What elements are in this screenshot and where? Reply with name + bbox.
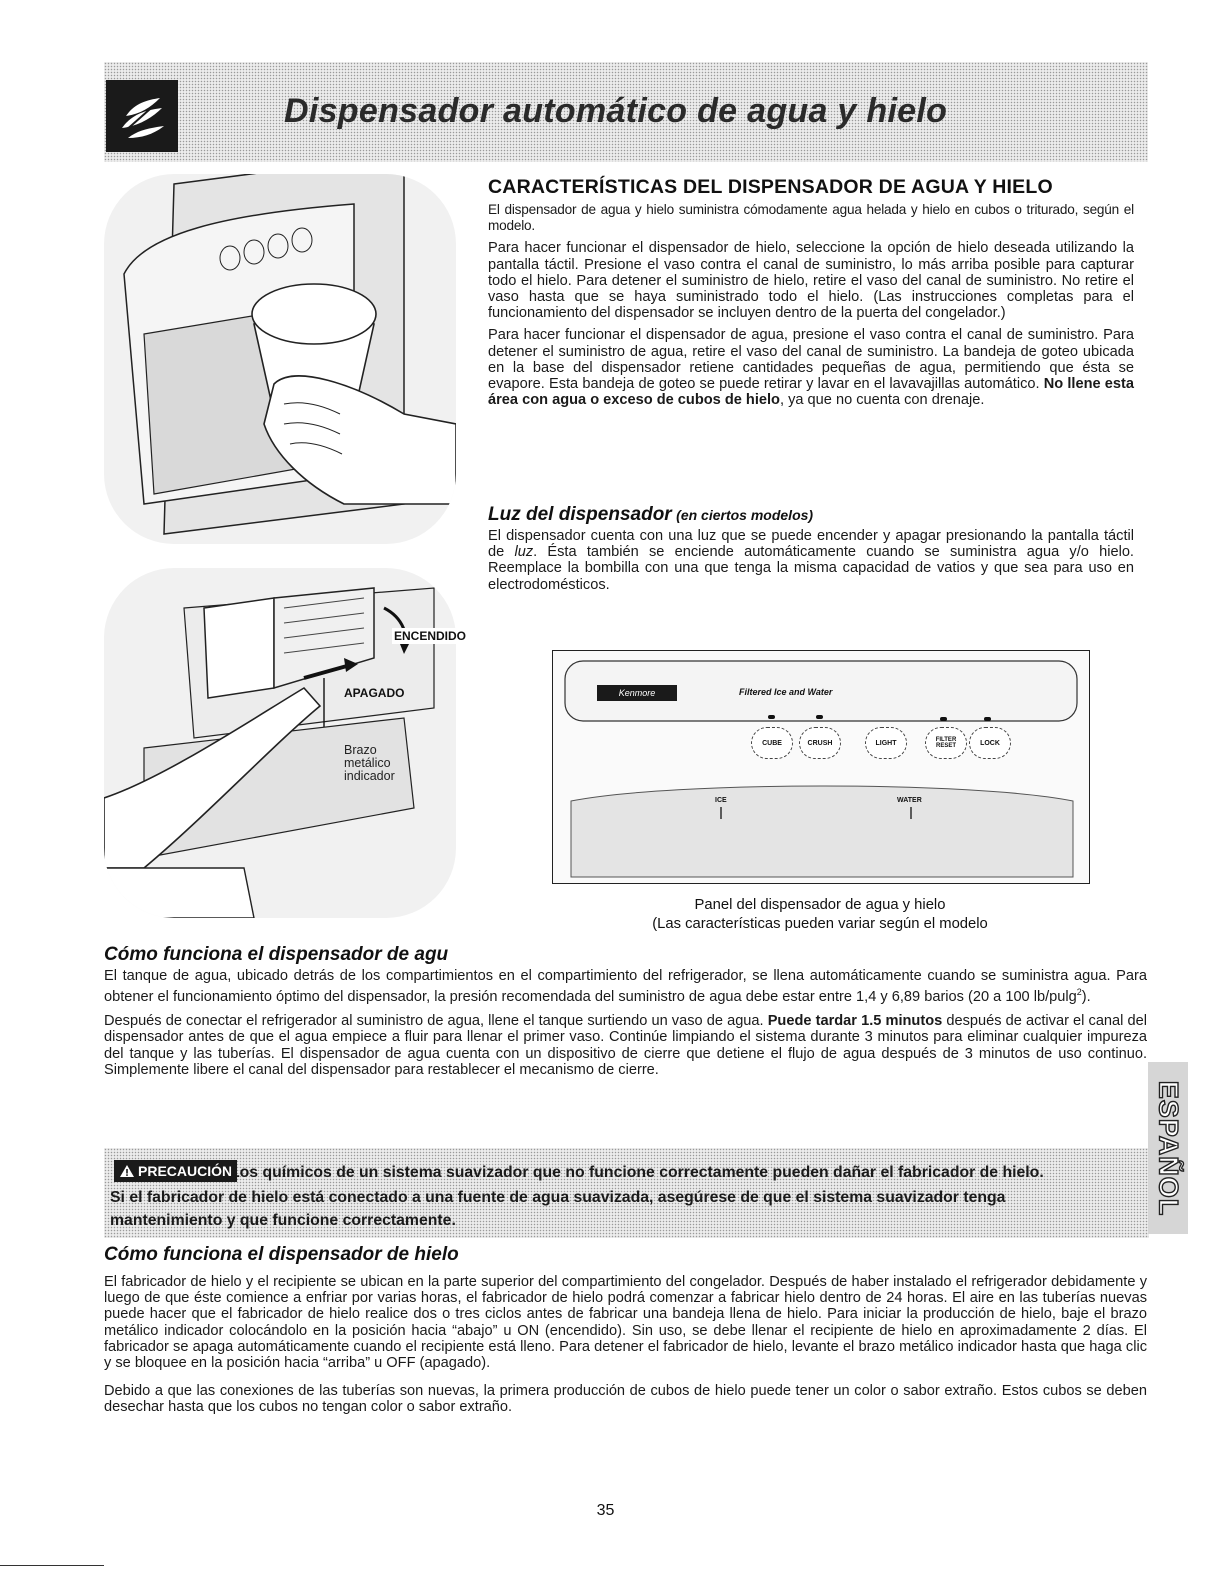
light-button[interactable]: LIGHT xyxy=(865,727,907,759)
brand-logo xyxy=(597,685,677,701)
label-arm xyxy=(344,744,395,783)
water-text xyxy=(104,968,1147,1078)
features-paragraph-3-start: Para hacer funcionar el dispensador de agua, presione el vaso contra el canal de suministro. Para detener el suministro de agua, retire el vaso del canal de suministro. La bandeja de goteo ubicada en la base del dispensador retiene cantidades pequeñas de agua, permitiendo que ésta se evapore. Esta bandeja de goteo se puede retirar y lavar en el lavavajillas automático. xyxy=(488,327,1134,393)
section-icon-box xyxy=(106,80,178,152)
light-paragraph-end: . Ésta también se enciende automáticamente cuando se suministra agua y/o hielo. Reemplace la bombilla con una que tenga la misma capacidad de vatios y que sea para uso en electrodomésticos. xyxy=(488,544,1134,593)
light-heading-note: (en ciertos modelos) xyxy=(676,507,814,523)
label-on: ENCENDIDO xyxy=(394,629,467,643)
footer-rule xyxy=(0,1565,104,1566)
ice-paragraph-1: El fabricador de hielo y el recipiente se ubican en la parte superior del compartimiento del congelador. Después de haber instalado el refrigerador debidamente y luego de que éste comience a enfriar por varias horas, el fabricador de hielo podrá comenzar a fabricar hielo dentro de 24 horas. El aire en las tuberías nuevas puede hacer que el fabricador de hielo realice dos o tres ciclos antes de fabricar una bandeja llena de hielo. Para iniciar la producción de hielo, baje el brazo metálico indicador colocándolo en la posición hacia “abajo” u ON (encendido). Sin uso, se debe llenar el recipiente de hielo en aproximadamente 2 días. El fabricador se apaga automáticamente cuando el recipiente está lleno. Para detener el fabricador de hielo, levante el brazo metálico indicador hasta que haga clic y se bloquee en la posición hacia “arriba” u OFF (apagado). xyxy=(104,1274,1147,1372)
features-paragraph-3 xyxy=(488,327,1134,408)
light-heading xyxy=(488,504,813,526)
light-heading-text: Luz del dispensador xyxy=(488,504,672,525)
water-paragraph-1-end: ). xyxy=(1081,989,1091,1006)
ice-maker-arm-illustration xyxy=(104,568,456,918)
filter-reset-button[interactable]: FILTER RESET xyxy=(925,727,967,759)
features-heading: CARACTERÍSTICAS DEL DISPENSADOR DE AGUA Y HIELO xyxy=(488,176,1053,198)
caution-line-2: Si el fabricador de hielo está conectado a una fuente de agua suavizada, asegúrese de que el sistema suavizador tenga xyxy=(110,1189,1006,1206)
page-title: Dispensador automático de agua y hielo xyxy=(284,92,948,130)
dispenser-glass-illustration xyxy=(104,174,456,544)
ice-text xyxy=(104,1274,1147,1416)
indicator-cube xyxy=(768,715,775,719)
panel-caption-line-2: (Las características pueden variar según el modelo xyxy=(652,916,988,932)
language-side-tab xyxy=(1148,1062,1188,1234)
label-off: APAGADO xyxy=(344,686,405,700)
caution-badge-label: PRECAUCIÓN xyxy=(138,1163,233,1179)
water-paragraph-2-start: Después de conectar el refrigerador al suministro de agua, llene el tanque surtiendo un vaso de agua. xyxy=(104,1013,768,1030)
cube-button[interactable]: CUBE xyxy=(751,727,793,759)
caution-line-1: Los químicos de un sistema suavizador que no funcione correctamente pueden dañar el fabricador de hielo. xyxy=(230,1164,1044,1181)
label-arm-line-2: metálico xyxy=(344,756,391,770)
indicator-crush xyxy=(816,715,823,719)
light-paragraph xyxy=(488,528,1134,593)
light-text xyxy=(488,528,1134,593)
water-paragraph-2-end: después de activar el canal del dispensador antes de que el agua empiece a fluir para llenar el primer vaso. Continúe limpiando el sistema durante 3 minutos para eliminar cualquier impureza del tanque y las tuberías. El dispensador de agua cuenta con un dispositivo de cierre que detiene el flujo de agua después de 3 minutos de uso continuo. Simplemente libere el canal del dispensador para restablecer el mecanismo de cierre. xyxy=(104,1013,1147,1078)
indicator-lock xyxy=(984,717,991,721)
panel-title: Filtered Ice and Water xyxy=(739,687,833,697)
brand-logo-text: Kenmore xyxy=(618,688,656,698)
caution-line-3: mantenimiento y que funcione correctamente. xyxy=(110,1212,456,1229)
water-paragraph-2 xyxy=(104,1013,1147,1078)
warning-triangle-icon xyxy=(119,1164,135,1178)
panel-caption-line-1: Panel del dispensador de agua y hielo xyxy=(694,897,946,913)
dispenser-panel-illustration xyxy=(552,650,1090,884)
features-paragraph-3-bold: No llene esta área con agua o exceso de cubos de hielo xyxy=(488,376,1134,409)
water-paragraph-1 xyxy=(104,968,1147,1005)
indicator-filter xyxy=(940,717,947,721)
panel-caption xyxy=(552,896,1088,934)
water-paddle-label: WATER xyxy=(897,797,922,804)
ice-paragraph-2: Debido a que las conexiones de las tuberías son nuevas, la primera producción de cubos de hielo puede tener un color o sabor extraño. Estos cubos se deben desechar hasta que los cubos no tengan color o sabor extraño. xyxy=(104,1383,1147,1416)
ice-heading: Cómo funciona el dispensador de hielo xyxy=(104,1244,459,1265)
label-arm-line-3: indicador xyxy=(344,769,395,783)
lock-button[interactable]: LOCK xyxy=(969,727,1011,759)
light-paragraph-italic: luz xyxy=(514,544,534,561)
ice-cube-leaf-icon xyxy=(114,88,170,144)
features-paragraph-2: Para hacer funcionar el dispensador de hielo, seleccione la opción de hielo deseada utilizando la pantalla táctil. Presione el vaso contra el canal de suministro, lo más arriba posible para capturar todo el hielo. Para detener el suministro de hielo, retire el vaso del canal de suministro. No retire el vaso hasta que se haya suministrado todo el hielo. (Las instrucciones completas para el funcionamiento del dispensador se incluyen dentro de la puerta del congelador.) xyxy=(488,240,1134,322)
water-paragraph-1-sup: 2 xyxy=(1076,987,1082,998)
features-paragraph-3-end: , ya que no cuenta con drenaje. xyxy=(779,392,985,409)
light-paragraph-start: El dispensador cuenta con una luz que se puede encender y apagar presionando la pantalla táctil de xyxy=(488,528,1134,561)
ice-paddle-label: ICE xyxy=(715,797,727,804)
label-arm-line-1: Brazo xyxy=(344,743,377,757)
crush-button[interactable]: CRUSH xyxy=(799,727,841,759)
caution-badge xyxy=(114,1160,237,1182)
features-paragraph-1: El dispensador de agua y hielo suministra cómodamente agua helada y hielo en cubos o triturado, según el modelo. xyxy=(488,202,1134,234)
water-paragraph-2-bold: Puede tardar 1.5 minutos xyxy=(767,1013,943,1030)
side-tab-label: ESPAÑOL xyxy=(1153,1080,1184,1216)
water-paragraph-1-start: El tanque de agua, ubicado detrás de los compartimientos en el compartimiento del refrigerador, se llena automáticamente cuando se suministra agua. Para obtener el funcionamiento óptimo del dispensador, la presión recomendada del suministro de agua debe estar entre 1,4 y 6,89 barios (20 a 100 lb/pulg xyxy=(104,968,1147,1006)
water-heading: Cómo funciona el dispensador de agu xyxy=(104,944,449,965)
features-text xyxy=(488,202,1134,408)
page-number: 35 xyxy=(596,1502,615,1519)
